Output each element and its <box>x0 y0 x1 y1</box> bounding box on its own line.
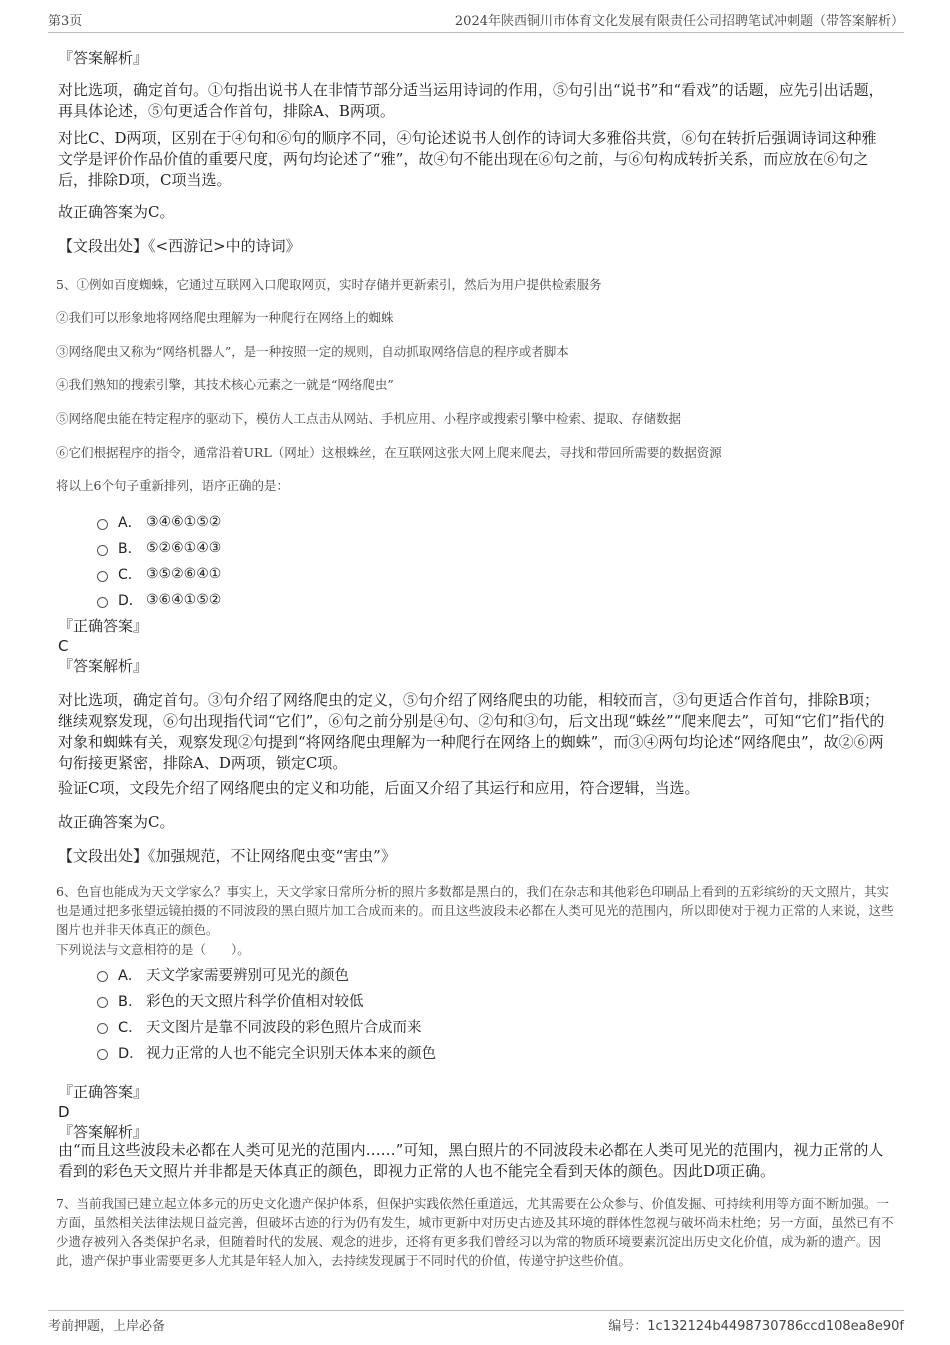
q5-source: 【文段出处】《加强规范，不让网络爬虫变“害虫”》 <box>58 847 396 865</box>
footer-code-label: 编号： <box>608 1319 648 1334</box>
q7-stem: 7、当前我国已建立起立体多元的历史文化遗产保护体系，但保护实践依然任重道远，尤其需要在公众参与、价值发掘、可持续利用等方面不断加强。一方面，虽然相关法律法规日益完善，但破坏古迹的行为仍有发生，城市更新中对历史古迹及其环境的群体性忽视与破坏尚未杜绝；另一方面，虽然已有不少遗存被列入各类保护名录，但随着时代的发展、观念的进步，还将有更多我们曾经习以为常的物质环境要素沉淀出历史文化价值，成为新的遗产。因此，遗产保护事业需要更多人尤其是年轻人加入，去持续发现属于不同时代的价值，传递守护这些价值。 <box>56 1196 894 1268</box>
q5-option-b[interactable]: B． ⑤②⑥①④③ <box>97 538 221 558</box>
q5-answer: C <box>58 637 69 655</box>
q6-option-c[interactable]: C． 天文图片是靠不同波段的彩色照片合成而来 <box>97 1016 422 1037</box>
document-title: 2024年陕西铜川市体育文化发展有限责任公司招聘笔试冲刺题（带答案解析） <box>454 14 904 29</box>
q5-sentence-2: ②我们可以形象地将网络爬虫理解为一种爬行在网络上的蜘蛛 <box>56 310 394 325</box>
q6-prompt: 下列说法与文意相符的是（ ）。 <box>56 942 250 957</box>
q5-answer-title: 『正确答案』 <box>58 617 149 635</box>
radio-icon[interactable] <box>97 597 108 608</box>
q5-sentence-4: ④我们熟知的搜索引擎，其技术核心元素之一就是“网络爬虫” <box>56 377 394 392</box>
q6-answer: D <box>58 1103 70 1121</box>
q4-analysis-title: 『答案解析』 <box>58 49 149 67</box>
q6-option-d[interactable]: D． 视力正常的人也不能完全识别天体本来的颜色 <box>97 1042 436 1063</box>
q5-option-d[interactable]: D． ③⑥④①⑤② <box>97 590 221 610</box>
radio-icon[interactable] <box>97 519 108 530</box>
q5-sentence-5: ⑤网络爬虫能在特定程序的驱动下，模仿人工点击从网站、手机应用、小程序或搜索引擎中检索、提取、存储数据 <box>56 411 682 426</box>
q6-analysis: 由“而且这些波段未必都在人类可见光的范围内……”可知，黑白照片的不同波段未必都在人类可见光的范围内，视力正常的人看到的彩色天文照片并非都是天体真正的颜色，即视力正常的人也不能完全看到天体的颜色。因此D项正确。 <box>58 1141 884 1180</box>
q5-sentence-1: 5、①例如百度蜘蛛，它通过互联网入口爬取网页，实时存储并更新索引，然后为用户提供检索服务 <box>56 277 602 292</box>
footer-code-value: 1c132124b4498730786ccd108ea8e90f <box>647 1319 904 1334</box>
radio-icon[interactable] <box>97 545 108 556</box>
q5-option-a[interactable]: A． ③④⑥①⑤② <box>97 512 221 532</box>
q6-analysis-title: 『答案解析』 <box>58 1123 149 1141</box>
q4-source: 【文段出处】《<西游记>中的诗词》 <box>58 237 301 255</box>
q5-analysis-p1: 对比选项，确定首句。③句介绍了网络爬虫的定义，⑤句介绍了网络爬虫的功能，相较而言，③句更适合作首句，排除B项；继续观察发现，⑥句出现指代词“它们”，⑥句之前分别是④句、②句和③句，后文出现“蛛丝”“爬来爬去”，可知“它们”指代的对象和蜘蛛有关，观察发现②句提到“将网络爬虫理解为一种爬行在网络上的蜘蛛”，而③④两句均论述“网络爬虫”，故②⑥两句衔接更紧密，排除A、D两项，锁定C项。 <box>58 691 885 772</box>
radio-icon[interactable] <box>97 971 108 982</box>
q5-option-c[interactable]: C． ③⑤②⑥④① <box>97 564 221 584</box>
q4-analysis-p2: 对比C、D两项，区别在于④句和⑥句的顺序不同，④句论述说书人创作的诗词大多雅俗共赏，⑥句在转折后强调诗词这种雅文学是评价作品价值的重要尺度，两句均论述了“雅”，故④句不能出现在⑥句之前，与⑥句构成转折关系，而应放在⑥句之后，排除D项，C项当选。 <box>58 129 877 189</box>
footer-divider <box>48 1310 904 1311</box>
footer-code <box>608 1315 904 1334</box>
radio-icon[interactable] <box>97 1049 108 1060</box>
q4-conclusion: 故正确答案为C。 <box>58 203 175 221</box>
radio-icon[interactable] <box>97 571 108 582</box>
q6-answer-title: 『正确答案』 <box>58 1083 149 1101</box>
q5-conclusion: 故正确答案为C。 <box>58 813 175 831</box>
q5-sentence-6: ⑥它们根据程序的指令，通常沿着URL（网址）这根蛛丝，在互联网这张大网上爬来爬去，寻找和带回所需要的数据资源 <box>56 445 722 460</box>
q5-prompt: 将以上6个句子重新排列，语序正确的是： <box>56 478 289 493</box>
q5-analysis-p2: 验证C项，文段先介绍了网络爬虫的定义和功能，后面又介绍了其运行和应用，符合逻辑，当选。 <box>58 779 700 797</box>
q4-analysis-p1: 对比选项，确定首句。①句指出说书人在非情节部分适当运用诗词的作用，⑤句引出“说书”和“看戏”的话题，应先引出话题，再具体论述，⑤句更适合作首句，排除A、B两项。 <box>58 81 884 120</box>
q6-option-a[interactable]: A． 天文学家需要辨别可见光的颜色 <box>97 964 349 985</box>
q5-sentence-3: ③网络爬虫又称为“网络机器人”，是一种按照一定的规则，自动抓取网络信息的程序或者脚本 <box>56 344 569 359</box>
page-number: 第3页 <box>48 14 83 29</box>
q6-stem: 6、色盲也能成为天文学家么？事实上，天文学家日常所分析的照片多数都是黑白的，我们在杂志和其他彩色印刷品上看到的五彩缤纷的天文照片，其实也是通过把多张望远镜拍摄的不同波段的黑白照片加工合成而来的。而且这些波段未必都在人类可见光的范围内，所以即使对于视力正常的人来说，这些图片也并非天体真正的颜色。 <box>56 884 894 937</box>
q6-option-b[interactable]: B． 彩色的天文照片科学价值相对较低 <box>97 990 364 1011</box>
footer-slogan: 考前押题，上岸必备 <box>48 1319 166 1334</box>
radio-icon[interactable] <box>97 997 108 1008</box>
q5-analysis-title: 『答案解析』 <box>58 657 149 675</box>
radio-icon[interactable] <box>97 1023 108 1034</box>
header-divider <box>48 32 904 33</box>
